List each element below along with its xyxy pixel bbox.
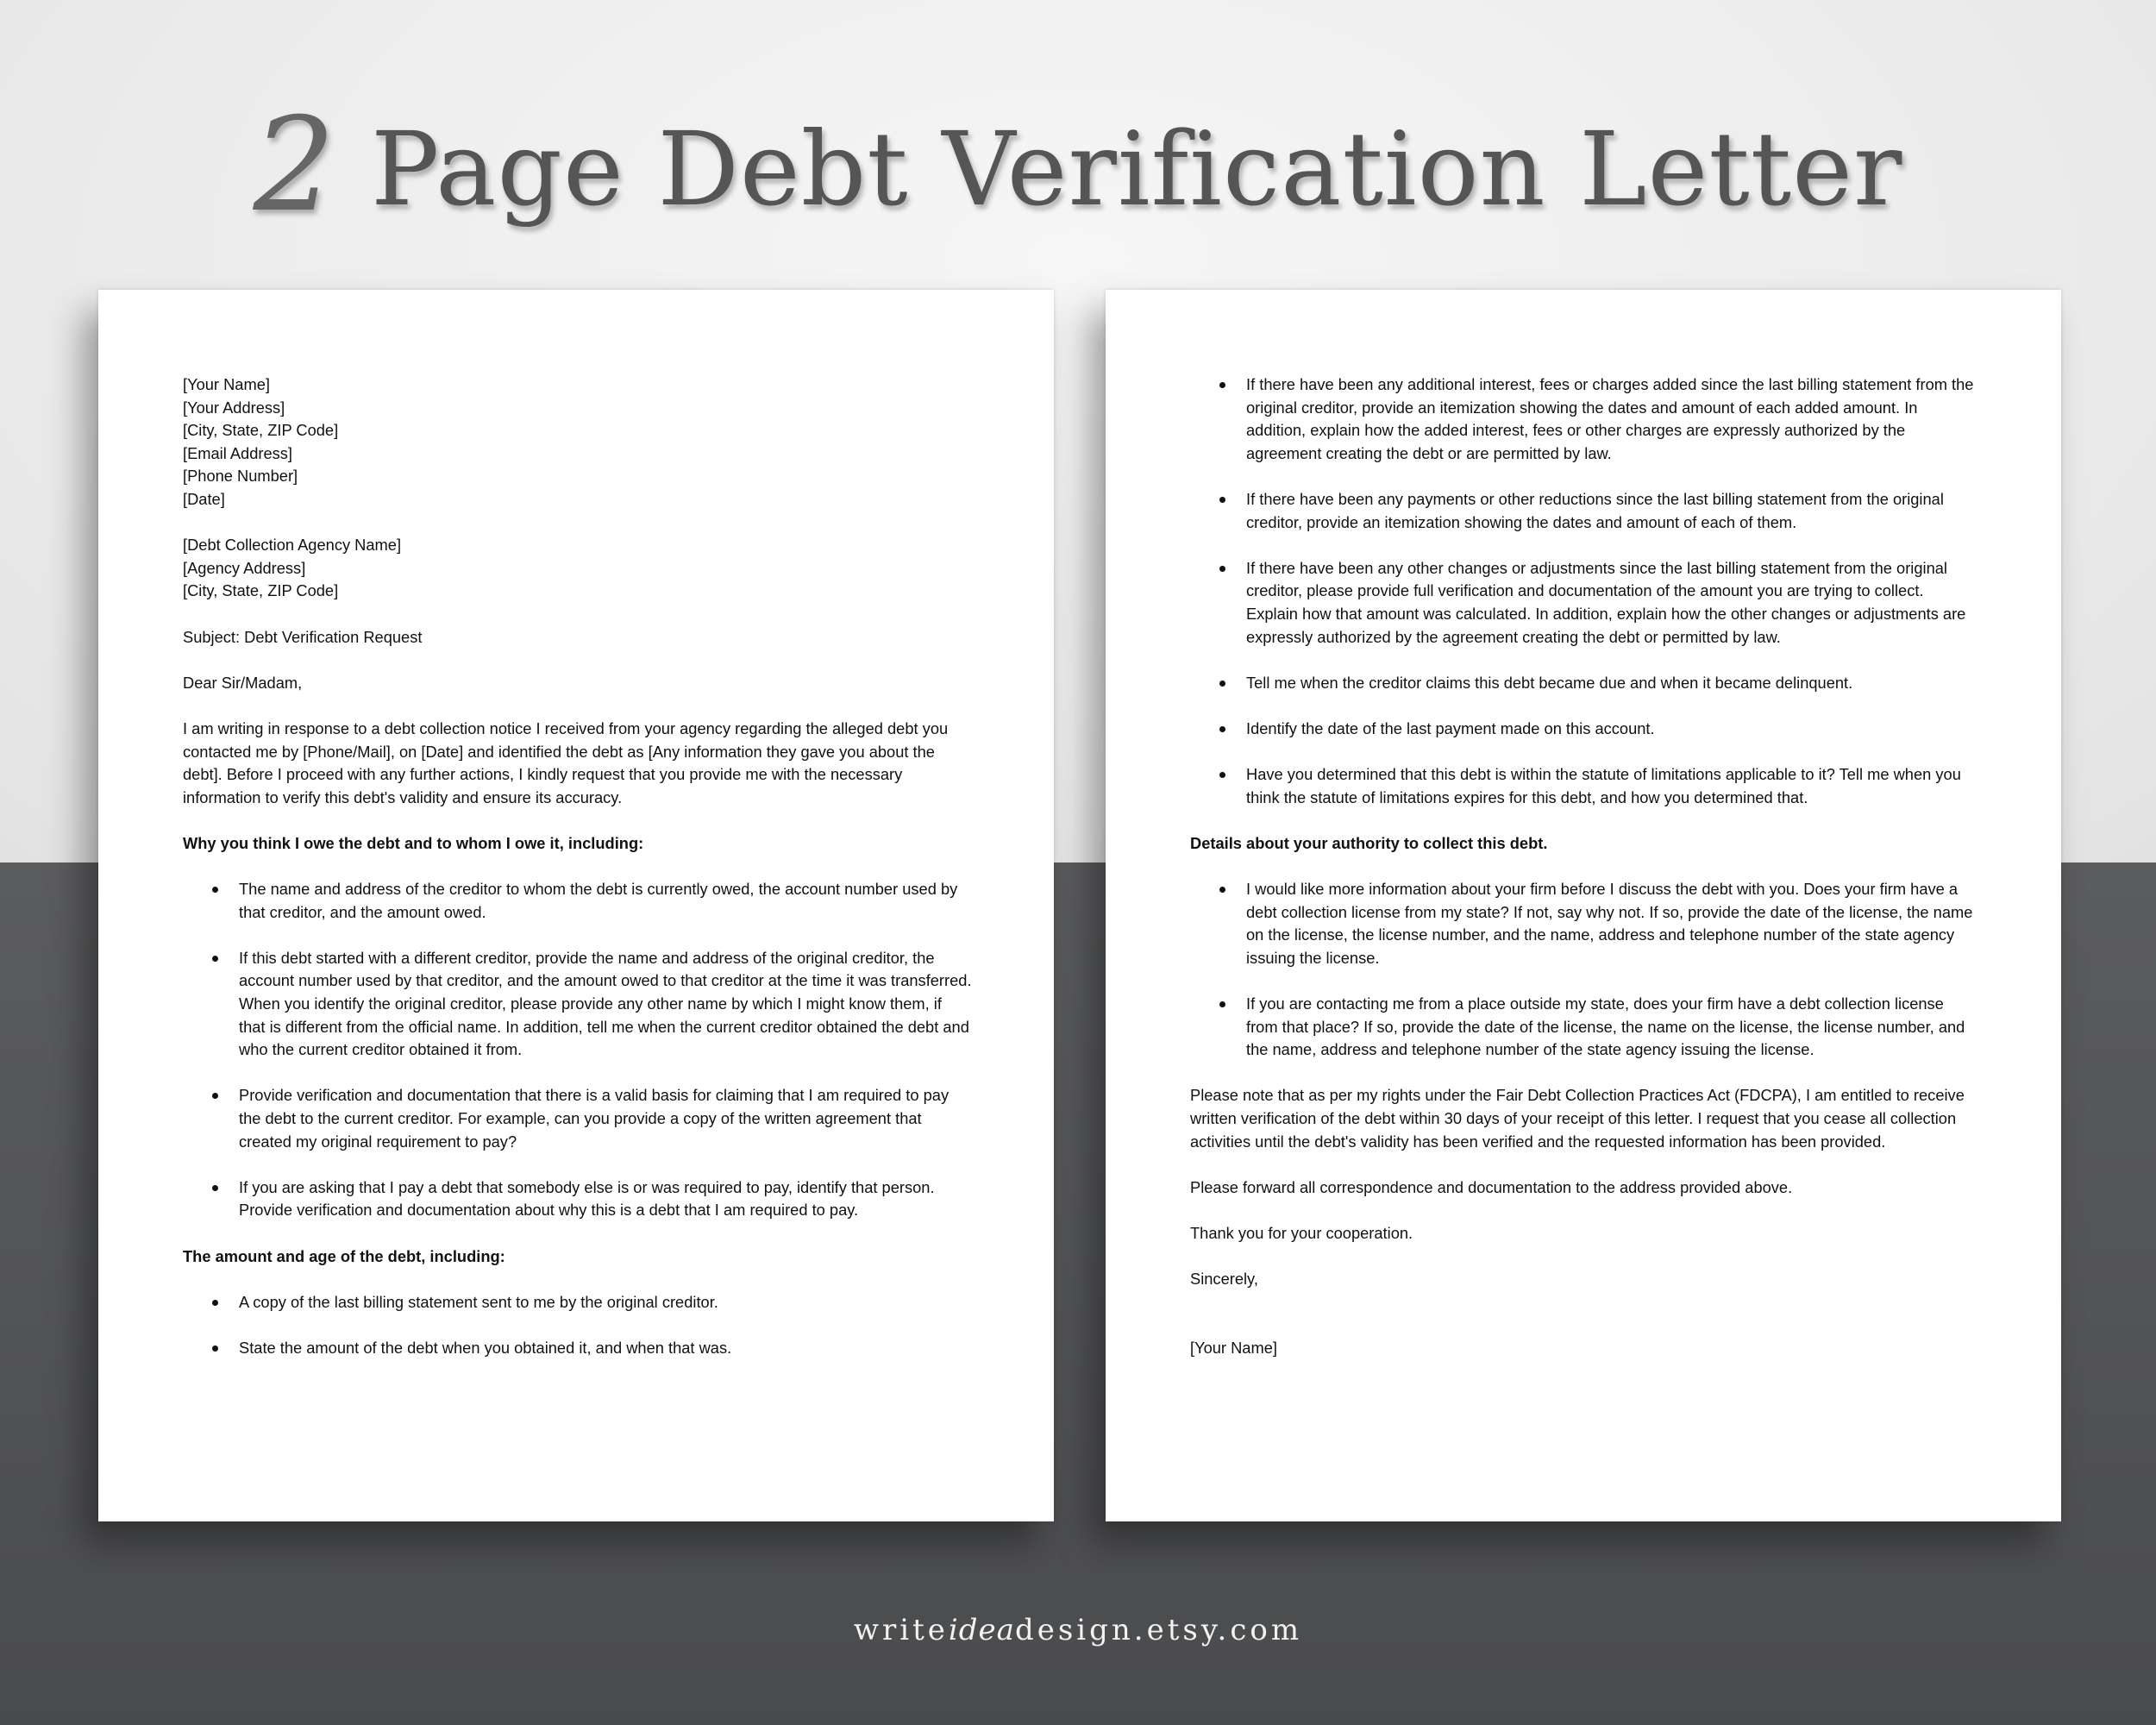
amount-list-continued [1190, 373, 1979, 809]
fdcpa-paragraph: Please note that as per my rights under the Fair Debt Collection Practices Act (FDCPA), I am entitled to receive written verification of the debt within 30 days of your receipt of this letter. I request that you cease all collection activities until the debt's validity has been verified and the requested information has been provided. [1190, 1086, 1965, 1151]
recipient-line: [City, State, ZIP Code] [183, 581, 339, 600]
title-text: Page Debt Verification Letter [371, 110, 1903, 229]
sender-line: [City, State, ZIP Code] [183, 421, 339, 440]
list-item: Provide verification and documentation that there is a valid basis for claiming that I am required to pay the debt to the current creditor. For example, can you provide a copy of the written agreement that created my original requirement to pay? [239, 1084, 972, 1153]
sender-line: [Email Address] [183, 443, 293, 462]
letter-page-1 [98, 290, 1054, 1521]
section-heading-amount: The amount and age of the debt, including: [183, 1246, 505, 1265]
list-item: If you are asking that I pay a debt that somebody else is or was required to pay, identify that person. Provide verification and documentation about why this is a debt that I am required to pay. [239, 1176, 972, 1222]
closing: Sincerely, [1190, 1270, 1258, 1289]
list-item: I would like more information about your firm before I discuss the debt with you. Does your firm have a debt collection license from my state? If not, say why not. If so, provide the date of the license, the name on the license, the license number, and the name, address and telephone number of the state agency issuing the license. [1246, 878, 1979, 969]
list-item: If this debt started with a different creditor, provide the name and address of the original creditor, the account number used by that creditor, and the amount owed to that creditor at the time it was transferred. When you identify the original creditor, please provide any other name by which I might know them, if that is different from the official name. In addition, tell me when the current creditor obtained the debt and who the current creditor obtained it from. [239, 947, 972, 1062]
forward-paragraph: Please forward all correspondence and documentation to the address provided above. [1190, 1177, 1793, 1196]
list-item: A copy of the last billing statement sent to me by the original creditor. [239, 1291, 972, 1314]
list-item: If there have been any additional interest, fees or charges added since the last billing statement from the original creditor, provide an itemization showing the dates and amount of each added amount. In addition, explain how the added interest, fees or other charges are expressly authorized by the agreement creating the debt or are permitted by law. [1246, 373, 1979, 465]
sender-block [183, 373, 972, 511]
list-item: If you are contacting me from a place outside my state, does your firm have a debt collection license from that place? If so, provide the date of the license, the name on the license, the license number, and the name, address and telephone number of the state agency issuing the license. [1246, 993, 1979, 1062]
title-number: 2 [253, 91, 336, 241]
sender-line: [Your Name] [183, 375, 270, 393]
intro-paragraph: I am writing in response to a debt collection notice I received from your agency regarding the alleged debt you contacted me by [Phone/Mail], on [Date] and identified the debt as [Any information they gave you about the debt]. Before I proceed with any further actions, I kindly request that you provide me with the necessary information to verify this debt's validity and ensure its accuracy. [183, 718, 949, 806]
list-item: Identify the date of the last payment made on this account. [1246, 718, 1979, 741]
recipient-block [183, 534, 972, 603]
sender-line: [Your Address] [183, 398, 285, 417]
list-item: Have you determined that this debt is within the statute of limitations applicable to it? Tell me when you think the statute of limitations expires for this debt, and how you determined that. [1246, 763, 1979, 809]
amount-list [183, 1291, 972, 1360]
authority-list [1190, 878, 1979, 1062]
section-heading-authority: Details about your authority to collect this debt. [1190, 833, 1548, 852]
sender-line: [Phone Number] [183, 467, 298, 486]
footer-url [0, 1613, 2156, 1647]
salutation: Dear Sir/Madam, [183, 673, 303, 692]
list-item: State the amount of the debt when you obtained it, and when that was. [239, 1337, 972, 1360]
footer-part-2: idea [948, 1613, 1015, 1647]
recipient-line: [Agency Address] [183, 558, 306, 577]
list-item: If there have been any payments or other reductions since the last billing statement from the original creditor, provide an itemization showing the dates and amount of each of them. [1246, 488, 1979, 534]
recipient-line: [Debt Collection Agency Name] [183, 536, 402, 555]
footer-part-1: write [853, 1613, 949, 1647]
page-title [0, 91, 2156, 241]
letter-page-2 [1106, 290, 2061, 1521]
footer-part-3: design.etsy.com [1014, 1613, 1303, 1647]
owe-list [183, 878, 972, 1222]
thanks-paragraph: Thank you for your cooperation. [1190, 1223, 1413, 1242]
list-item: Tell me when the creditor claims this debt became due and when it became delinquent. [1246, 672, 1979, 695]
sender-line: [Date] [183, 489, 225, 508]
section-heading-owe: Why you think I owe the debt and to whom I owe it, including: [183, 833, 644, 852]
subject-line: Subject: Debt Verification Request [183, 627, 423, 646]
signature: [Your Name] [1190, 1338, 1277, 1357]
list-item: The name and address of the creditor to whom the debt is currently owed, the account number used by that creditor, and the amount owed. [239, 878, 972, 924]
list-item: If there have been any other changes or adjustments since the last billing statement from the original creditor, please provide full verification and documentation of the amount you are trying to collect. Explain how that amount was calculated. In addition, explain how the other changes or adjustments are expressly authorized by the agreement creating the debt or permitted by law. [1246, 557, 1979, 649]
